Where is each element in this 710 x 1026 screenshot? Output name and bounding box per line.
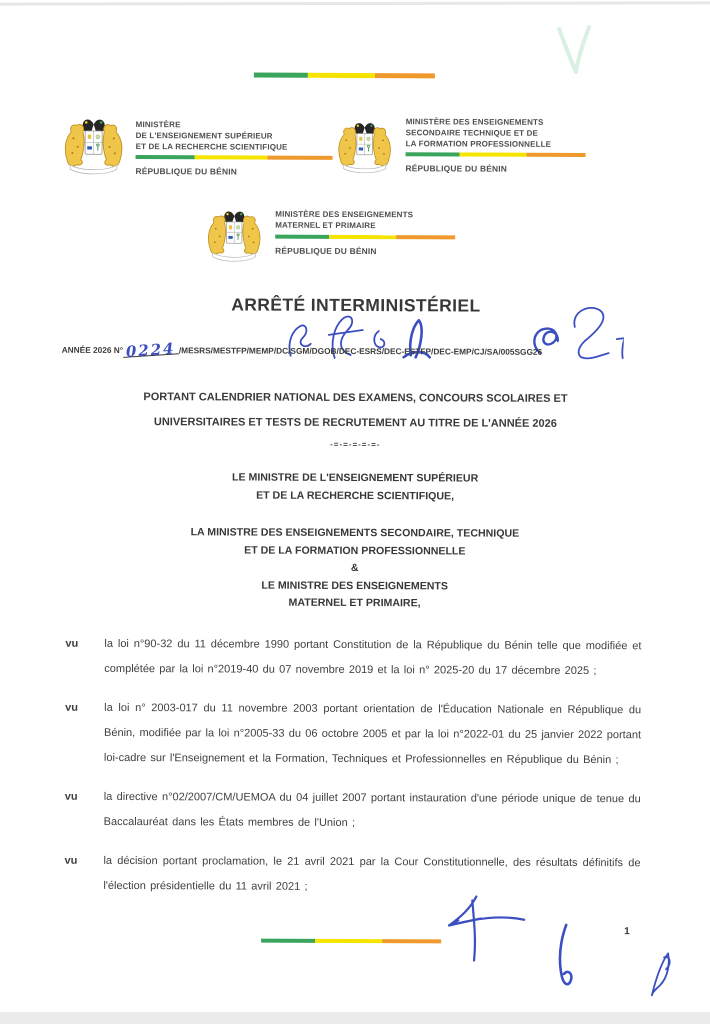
recital-item [64, 849, 640, 902]
minister-line: LE MINISTRE DE L'ENSEIGNEMENT SUPÉRIEUR [232, 471, 479, 485]
tricolor-green-segment [275, 234, 329, 238]
minister-line: LA MINISTRE DES ENSEIGNEMENTS SECONDAIRE, TECHNIQUE [190, 526, 520, 540]
tricolor-green-segment [261, 939, 315, 943]
ministry-name-line: MINISTÈRE [135, 120, 181, 130]
recital-label: vu [64, 854, 78, 867]
ministry-name-line: SECONDAIRE TECHNIQUE ET DE [405, 128, 539, 138]
ampersand: & [350, 561, 359, 575]
ministry-block-mestfp [333, 116, 395, 180]
ministry-name-line: MINISTÈRE DES ENSEIGNEMENTS [275, 209, 414, 220]
ministry-block-mesrs-text [135, 120, 335, 177]
tricolor-orange-segment [526, 153, 585, 157]
republic-label: RÉPUBLIQUE DU BÉNIN [275, 245, 377, 256]
tricolor-yellow-segment [315, 939, 382, 943]
tricolor-orange-segment [396, 235, 455, 239]
ministry-name-line: MATERNEL ET PRIMAIRE [275, 220, 376, 230]
handwritten-decree-number: 0224 [123, 343, 179, 358]
recital-label: vu [64, 790, 78, 803]
handwritten-ink-mark-icon [428, 888, 533, 966]
ministry-block-memp [203, 204, 265, 268]
recital-text: la directive n°02/2007/CM/UEMOA du 04 juillet 2007 portant instauration d'une période unique de tenue du Baccalauréat dans les États membres de l'Union ; [103, 790, 641, 830]
tricolor-green-segment [254, 73, 308, 78]
benin-coat-of-arms-icon [59, 112, 127, 182]
recital-label: vu [65, 701, 79, 714]
ministry-name-line: DE L'ENSEIGNEMENT SUPÉRIEUR [135, 130, 273, 141]
tricolor-yellow-segment [329, 234, 396, 238]
minister-line: ET DE LA FORMATION PROFESSIONNELLE [244, 544, 466, 557]
tricolor-green-segment [136, 155, 195, 159]
recital-item [65, 632, 641, 685]
recital-item [65, 696, 641, 774]
recital-label: vu [65, 637, 79, 650]
benin-tricolor-bar-top [254, 73, 435, 79]
page-number: 1 [624, 926, 630, 938]
ministry-block-mesrs [59, 112, 127, 182]
minister-line: MATERNEL ET PRIMAIRE, [288, 596, 421, 610]
ministry-name-line: ET DE LA RECHERCHE SCIENTIFIQUE [135, 141, 288, 152]
ministry-block-mestfp-text [405, 117, 605, 174]
reference-prefix: ANNÉE 2026 N° [61, 344, 124, 355]
ministers-heading-2 [0, 523, 710, 614]
tricolor-green-segment [406, 153, 460, 157]
benin-coat-of-arms-icon [203, 204, 265, 268]
tricolor-orange-segment [375, 73, 435, 78]
recitals-list [64, 632, 641, 916]
recital-item [65, 785, 641, 838]
ministry-name-line: LA FORMATION PROFESSIONNELLE [405, 138, 552, 149]
handwritten-ink-signature-icon [279, 300, 624, 368]
scan-edge-bottom [0, 1012, 710, 1024]
benin-tricolor-bar-footer [261, 939, 441, 944]
recital-text: la décision portant proclamation, le 21 avril 2021 par la Cour Constitutionnelle, des résultats définitifs de l'élection présidentielle du 11 avril 2021 ; [103, 854, 641, 893]
republic-label: RÉPUBLIQUE DU BÉNIN [135, 166, 238, 177]
subject-line: UNIVERSITAIRES ET TESTS DE RECRUTEMENT AU TITRE DE L'ANNÉE 2026 [153, 416, 557, 430]
separator-ornament: -=-=-=-=-=- [330, 439, 381, 450]
republic-label: RÉPUBLIQUE DU BÉNIN [405, 163, 508, 175]
faint-green-pen-mark-icon [547, 21, 599, 83]
minister-line: ET DE LA RECHERCHE SCIENTIFIQUE, [256, 489, 455, 502]
recital-text: la loi n°90-32 du 11 décembre 1990 portant Constitution de la République du Bénin telle que modifiée et complétée par la loi n°2019-40 du 07 novembre 2019 et la loi n° 2025-20 du 17 décembre 2025 ; [104, 637, 642, 678]
benin-tricolor-bar [275, 234, 455, 239]
document-title: ARRÊTÉ INTERMINISTÉRIEL [231, 294, 481, 316]
minister-line: LE MINISTRE DES ENSEIGNEMENTS [261, 579, 449, 592]
handwritten-ink-mark-icon [548, 919, 582, 995]
recital-text: la loi n° 2003-017 du 11 novembre 2003 portant orientation de l'Éducation Nationale en République du Bénin, modifiée par la loi n°2005-33 du 06 octobre 2005 et par la loi n°2022-01 du 25 janvier 2022 portant loi-cadre sur l'Enseignement et la Formation, Techniques et Professionnelles en République du Bénin ; [103, 701, 642, 767]
reference-suffix: /MESRS/MESTFP/MEMP/DC/SGM/DGOB/DEC-ESRS/DEC-ESTFP/DEC-EMP/CJ/SA/005SGG26 [178, 345, 543, 357]
benin-coat-of-arms-icon [333, 116, 395, 180]
benin-tricolor-bar [136, 155, 333, 160]
ministry-block-memp-text [275, 210, 475, 256]
tricolor-orange-segment [268, 156, 333, 160]
tricolor-yellow-segment [460, 153, 527, 157]
ministry-name-line: MINISTÈRE DES ENSEIGNEMENTS [405, 117, 544, 127]
benin-tricolor-bar [406, 153, 586, 158]
tricolor-yellow-segment [195, 156, 268, 160]
subject-block [0, 384, 710, 455]
tricolor-yellow-segment [308, 73, 375, 78]
handwritten-ink-mark-icon [644, 947, 676, 1005]
reference-line [61, 339, 682, 361]
subject-line: PORTANT CALENDRIER NATIONAL DES EXAMENS, CONCOURS SCOLAIRES ET [143, 391, 568, 405]
ministers-heading-1 [0, 468, 710, 506]
